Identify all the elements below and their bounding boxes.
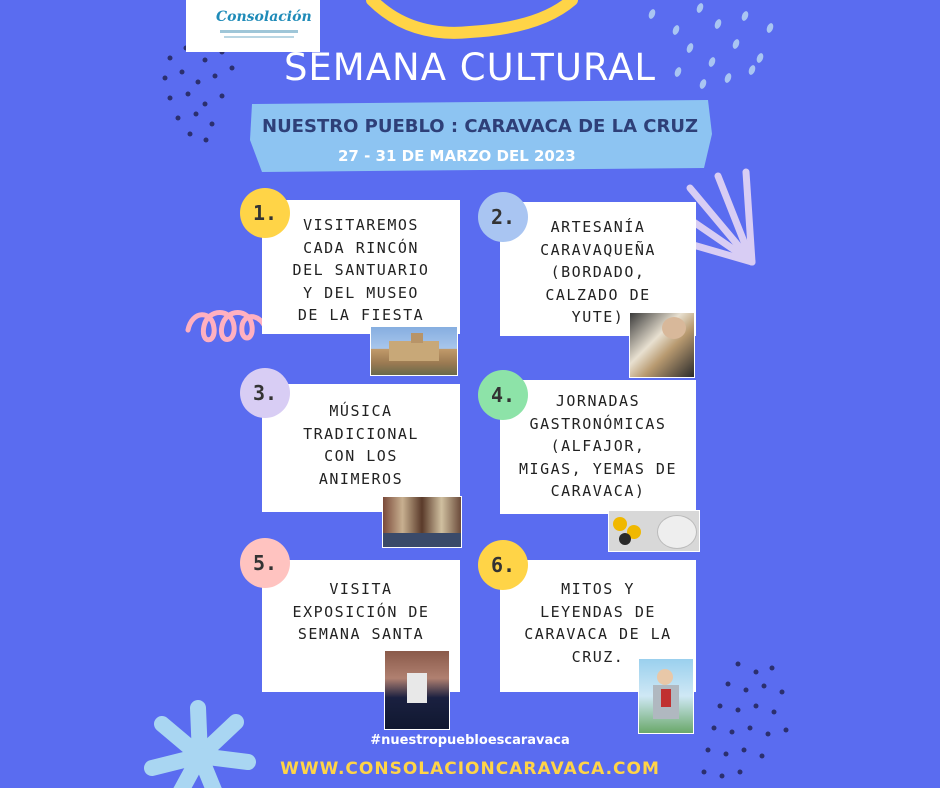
activity-line: ARTESANÍA — [550, 218, 646, 236]
logo — [186, 0, 320, 52]
activity-number-3: 3. — [240, 368, 290, 418]
activity-line: CARAVACA) — [550, 482, 646, 500]
activity-line: YUTE) — [571, 308, 625, 326]
activity-line: SEMANA SANTA — [297, 625, 425, 643]
activity-number-2: 2. — [478, 192, 528, 242]
logo-tagline-line — [220, 30, 298, 33]
activity-line: DE LA FIESTA — [297, 306, 425, 324]
activity-line: CARAVACA DE LA — [524, 625, 672, 643]
activity-line: CALZADO DE — [545, 285, 651, 304]
procession-photo — [384, 650, 450, 730]
squiggle-decoration — [188, 313, 266, 340]
sweets-photo — [608, 510, 700, 552]
poster-subtitle: NUESTRO PUEBLO : CARAVACA DE LA CRUZ — [262, 116, 698, 137]
activity-line: JORNADAS — [555, 392, 641, 410]
knight-illustration — [638, 658, 694, 734]
poster-title: SEMANA CULTURAL — [283, 46, 657, 89]
hashtag: #nuestropuebloescaravaca — [370, 733, 570, 748]
activity-text-4 — [500, 390, 696, 503]
activity-line: CADA RINCÓN — [303, 238, 419, 257]
activity-line: VISITA — [329, 580, 393, 598]
activity-text-1 — [262, 214, 460, 327]
website-url[interactable]: WWW.CONSOLACIONCARAVACA.COM — [280, 759, 660, 779]
activity-line: CRUZ. — [571, 647, 625, 666]
activity-text-5 — [262, 578, 460, 646]
sanctuary-photo — [370, 326, 458, 376]
logo-tagline-line — [224, 36, 294, 38]
yellow-arc-decoration — [372, 0, 572, 33]
activity-line: DEL SANTUARIO — [292, 261, 430, 279]
activity-text-3 — [262, 400, 460, 490]
embroidery-photo — [629, 312, 695, 378]
activity-line: TRADICIONAL — [303, 424, 419, 443]
activity-line: (ALFAJOR, — [550, 437, 646, 455]
activity-line: ANIMEROS — [318, 469, 404, 488]
logo-text: Consolación — [216, 9, 312, 25]
activity-line: Y DEL MUSEO — [303, 283, 419, 302]
activity-line: LEYENDAS DE — [540, 602, 656, 621]
activity-line: CON LOS — [324, 447, 398, 465]
activity-line: MÚSICA — [329, 402, 393, 420]
musicians-photo — [382, 496, 462, 548]
activity-number-4: 4. — [478, 370, 528, 420]
activity-line: MIGAS, YEMAS DE — [519, 459, 677, 478]
activity-line: MITOS Y — [561, 580, 635, 598]
activity-line: GASTRONÓMICAS — [529, 414, 667, 433]
event-dates: 27 - 31 DE MARZO DEL 2023 — [338, 147, 576, 165]
activity-line: VISITAREMOS — [303, 216, 419, 234]
activity-number-1: 1. — [240, 188, 290, 238]
activity-line: EXPOSICIÓN DE — [292, 602, 430, 621]
activity-line: CARAVAQUEÑA — [540, 240, 656, 259]
activity-text-6 — [500, 578, 696, 668]
activity-line: (BORDADO, — [550, 263, 646, 281]
activity-number-5: 5. — [240, 538, 290, 588]
activity-number-6: 6. — [478, 540, 528, 590]
